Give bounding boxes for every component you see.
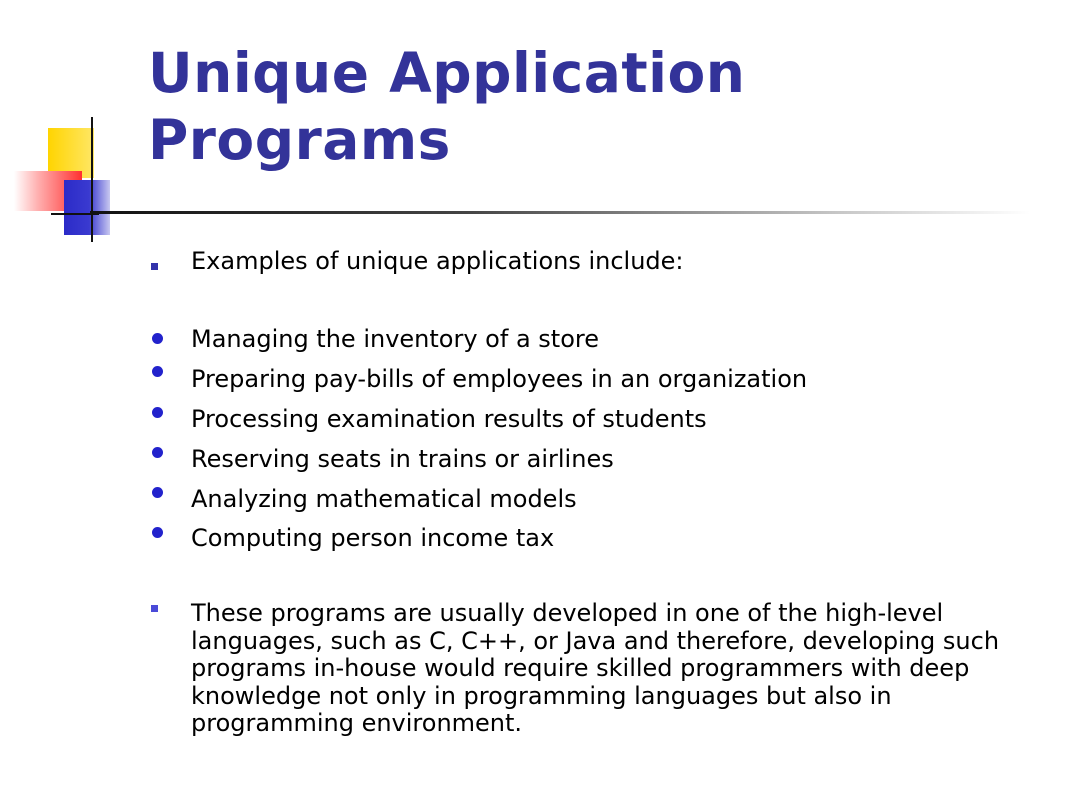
decor-vertical-line	[91, 117, 93, 242]
dot-bullet-icon	[152, 447, 163, 458]
square-bullet-icon	[151, 605, 158, 612]
title-line-1: Unique Application	[148, 41, 746, 105]
list-item: Processing examination results of students	[191, 405, 707, 433]
dot-bullet-icon	[152, 407, 163, 418]
list-item: Reserving seats in trains or airlines	[191, 445, 614, 473]
slide-title	[148, 40, 745, 174]
dot-bullet-icon	[152, 366, 163, 377]
list-item: Managing the inventory of a store	[191, 325, 599, 353]
square-bullet-icon	[151, 263, 158, 270]
list-item: Preparing pay-bills of employees in an organization	[191, 365, 808, 393]
list-item: Analyzing mathematical models	[191, 485, 577, 513]
dot-bullet-icon	[152, 333, 163, 344]
note-paragraph: These programs are usually developed in one of the high-level languages, such as C, C++, or Java and therefore, developing such programs in-house would require skilled programmers with deep knowledge not only in programming languages but also in programming environment.	[191, 599, 1000, 737]
decor-blue-square	[64, 180, 110, 235]
title-underline-rule	[90, 211, 1030, 214]
intro-text: Examples of unique applications include:	[191, 247, 684, 275]
list-item: Computing person income tax	[191, 524, 555, 552]
dot-bullet-icon	[152, 487, 163, 498]
title-line-2: Programs	[148, 108, 451, 172]
dot-bullet-icon	[152, 527, 163, 538]
